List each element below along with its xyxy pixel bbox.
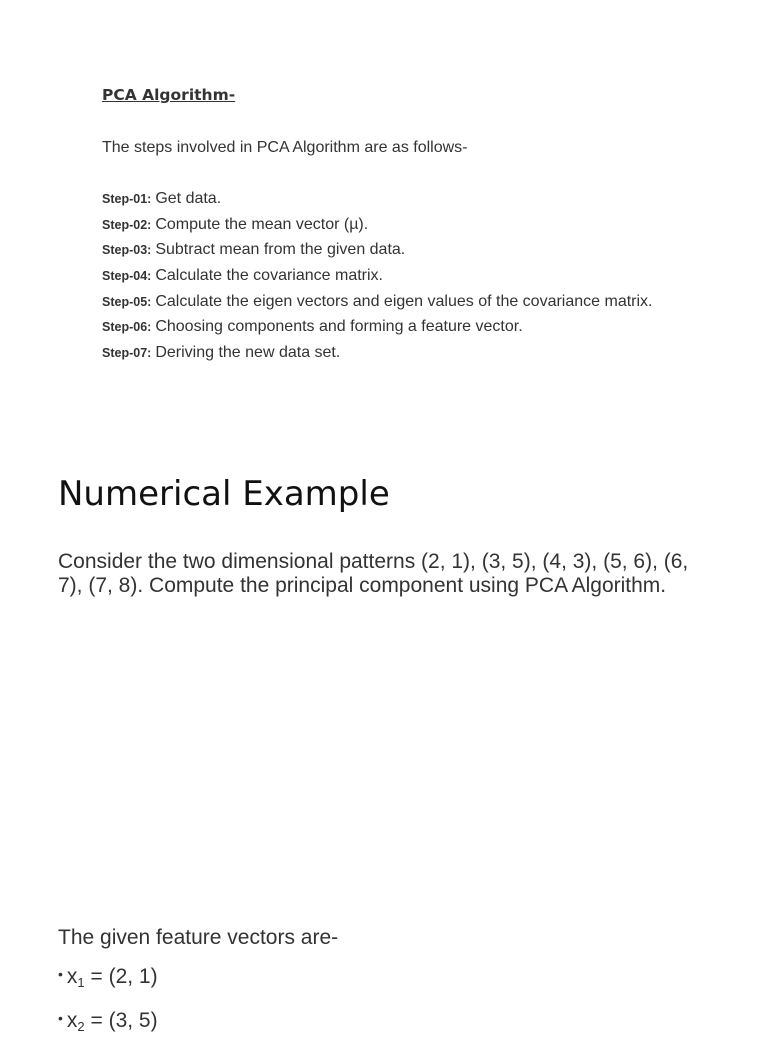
- feature-vector-item: [58, 1006, 158, 1039]
- vector-value: = (3, 5): [84, 1009, 158, 1032]
- vector-subscript: 1: [77, 975, 85, 990]
- step-text: Compute the mean vector (µ).: [155, 215, 369, 233]
- step-label: Step-07:: [102, 346, 152, 361]
- vector-subscript: 2: [77, 1019, 85, 1034]
- step-label: Step-01:: [102, 192, 152, 206]
- bullet-icon: •: [58, 1010, 63, 1026]
- intro-text: The steps involved in PCA Algorithm are as follows-: [102, 139, 468, 156]
- feature-vector-list: [58, 962, 158, 1050]
- step-item: [102, 216, 662, 234]
- vector-variable: x: [66, 965, 78, 988]
- step-text: Deriving the new data set.: [155, 344, 341, 362]
- given-vectors-intro: The given feature vectors are-: [58, 926, 339, 949]
- step-label: Step-05:: [102, 294, 152, 309]
- step-text: Choosing components and forming a feature vector.: [155, 318, 523, 336]
- step-label: Step-04:: [102, 269, 152, 284]
- step-item: [102, 293, 662, 311]
- step-item: [102, 267, 662, 285]
- vector-variable: x: [66, 1009, 78, 1032]
- step-text: Get data.: [155, 190, 222, 207]
- step-item: [102, 318, 662, 336]
- step-text: Calculate the covariance matrix.: [155, 267, 383, 285]
- step-item: [102, 344, 662, 362]
- step-item: [102, 190, 662, 208]
- step-label: Step-06:: [102, 320, 152, 335]
- step-label: Step-02:: [102, 217, 152, 232]
- steps-list: [102, 190, 662, 370]
- feature-vector-item: [58, 962, 158, 995]
- step-item: [102, 241, 662, 259]
- vector-value: = (2, 1): [84, 965, 158, 988]
- step-text: Subtract mean from the given data.: [155, 241, 406, 259]
- example-heading: Numerical Example: [58, 474, 390, 514]
- bullet-icon: •: [58, 966, 63, 982]
- step-text: Calculate the eigen vectors and eigen values of the covariance matrix.: [155, 292, 653, 310]
- section-title: PCA Algorithm-: [102, 86, 236, 104]
- problem-statement: Consider the two dimensional patterns (2, 1), (3, 5), (4, 3), (5, 6), (6, 7), (7, 8). Compute the principal component using PCA Algorithm.: [58, 550, 689, 597]
- step-label: Step-03:: [102, 243, 152, 258]
